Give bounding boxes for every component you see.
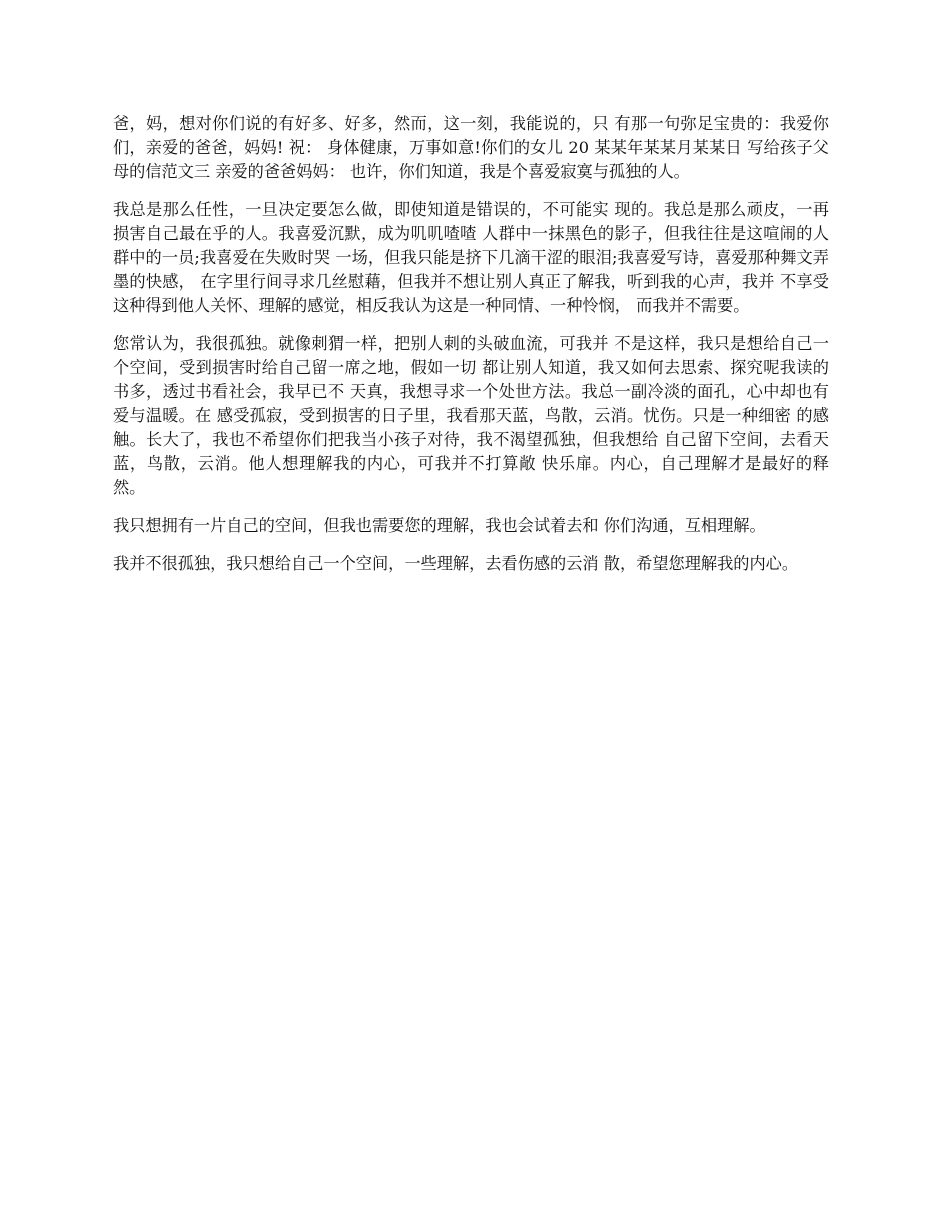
paragraph-4: 我只想拥有一片自己的空间，但我也需要您的理解，我也会试着去和 你们沟通，互相理解。 [113,516,766,535]
paragraph-5: 我并不很孤独，我只想给自己一个空间，一些理解，去看伤感的云消 散，希望您理解我的内心。 [113,554,799,573]
paragraph-1: 爸，妈，想对你们说的有好多、好多，然而，这一刻，我能说的，只 有那一句弥足宝贵的：我爱你们，亲爱的爸爸，妈妈! 祝： 身体健康，万事如意!你们的女儿 20 某某年某某月某某日 写给孩子父母的信范文三 亲爱的爸爸妈妈： 也许，你们知道，我是个喜爱寂寞与孤独的人。 [113,114,829,181]
paragraph-2: 我总是那么任性，一旦决定要怎么做，即使知道是错误的，不可能实 现的。我总是那么顽皮，一再损害自己最在乎的人。我喜爱沉默，成为叽叽喳喳 人群中一抹黑色的影子，但我往往是这喧闹的人群中的一员;我喜爱在失败时哭 一场，但我只能是挤下几滴干涩的眼泪;我喜爱写诗，喜爱那种舞文弄墨的快感， 在字里行间寻求几丝慰藉，但我并不想让别人真正了解我，听到我的心声，我并 不享受这种得到他人关怀、理解的感觉，相反我认为这是一种同情、一种怜悯， 而我并不需要。 [113,200,829,315]
document-body [113,112,829,590]
paragraph-3: 您常认为，我很孤独。就像刺猬一样，把别人刺的头破血流，可我并 不是这样，我只是想给自己一个空间，受到损害时给自己留一席之地，假如一切 都让别人知道，我又如何去思索、探究呢我读的书多，透过书看社会，我早已不 天真，我想寻求一个处世方法。我总一副冷淡的面孔，心中却也有爱与温暖。在 感受孤寂，受到损害的日子里，我看那天蓝，鸟散，云消。忧伤。只是一种细密 的感触。长大了，我也不希望你们把我当小孩子对待，我不渴望孤独，但我想给 自己留下空间，去看天蓝，鸟散，云消。他人想理解我的内心，可我并不打算敞 快乐扉。内心，自己理解才是最好的释然。 [113,334,829,497]
